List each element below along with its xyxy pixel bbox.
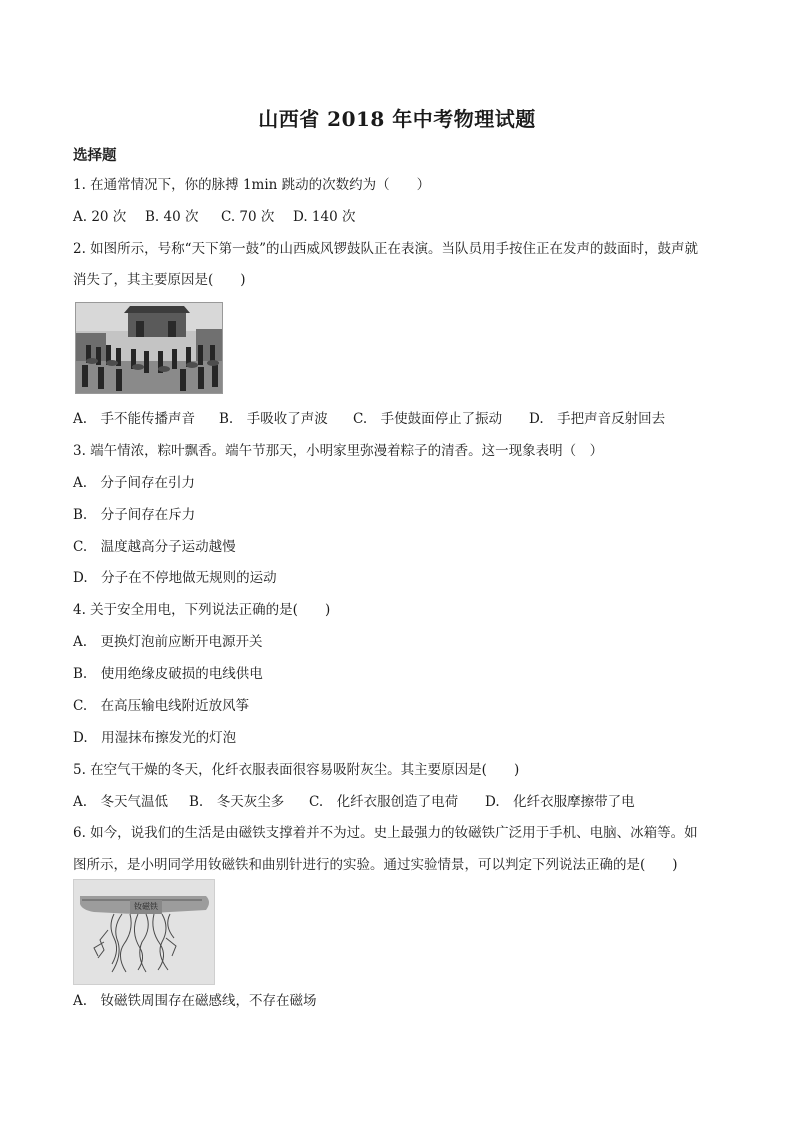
- question-2-option-a: A. 手不能传播声音: [73, 411, 196, 427]
- question-6-option-a: A. 钕磁铁周围存在磁感线，不存在磁场: [73, 993, 317, 1009]
- question-1-option-d: D. 140 次: [293, 209, 356, 225]
- question-1-option-c: C. 70 次: [221, 209, 275, 225]
- drum-performance-photo: [75, 302, 223, 394]
- question-5-option-b: B. 冬天灰尘多: [189, 794, 285, 810]
- question-4-option-b: B. 使用绝缘皮破损的电线供电: [73, 666, 263, 682]
- question-5-option-a: A. 冬天气温低: [73, 794, 169, 810]
- magnet-experiment-photo: [73, 879, 215, 985]
- question-2-stem-line-2: 消失了，其主要原因是( ): [73, 272, 246, 288]
- question-3-option-d: D. 分子在不停地做无规则的运动: [73, 570, 277, 586]
- question-3-stem: 3. 端午情浓，粽叶飘香。端午节那天，小明家里弥漫着粽子的清香。这一现象表明（ ）: [73, 443, 604, 459]
- magnet-paperclip-image: [74, 880, 214, 984]
- question-5-option-c: C. 化纤衣服创造了电荷: [309, 794, 459, 810]
- question-5-options: [73, 793, 635, 811]
- section-heading: 选择题: [73, 147, 117, 164]
- question-1-option-b: B. 40 次: [145, 209, 199, 225]
- question-4-option-c: C. 在高压输电线附近放风筝: [73, 698, 250, 714]
- question-2-option-b: B. 手吸收了声波: [219, 411, 328, 427]
- question-4-stem: 4. 关于安全用电，下列说法正确的是( ): [73, 602, 331, 618]
- question-1-option-a: A. 20 次: [73, 209, 127, 225]
- question-3-option-a: A. 分子间存在引力: [73, 475, 196, 491]
- question-5-option-d: D. 化纤衣服摩擦带了电: [485, 794, 635, 810]
- question-2-options: [73, 410, 665, 428]
- question-3-option-b: B. 分子间存在斥力: [73, 507, 196, 523]
- question-1-stem: 1. 在通常情况下，你的脉搏 1min 跳动的次数约为（ ）: [73, 177, 431, 193]
- question-1-options: [73, 208, 355, 226]
- question-2-option-d: D. 手把声音反射回去: [529, 411, 666, 427]
- question-4-option-d: D. 用湿抹布擦发光的灯泡: [73, 730, 237, 746]
- question-3-option-c: C. 温度越高分子运动越慢: [73, 539, 236, 555]
- question-4-option-a: A. 更换灯泡前应断开电源开关: [73, 634, 263, 650]
- magnet-label: 钕磁铁: [134, 902, 158, 911]
- drum-performance-image: [76, 303, 222, 393]
- question-5-stem: 5. 在空气干燥的冬天，化纤衣服表面很容易吸附灰尘。其主要原因是( ): [73, 762, 520, 778]
- question-2-option-c: C. 手使鼓面停止了振动: [353, 411, 503, 427]
- page-title: 山西省 2018 年中考物理试题: [258, 107, 536, 131]
- question-2-stem-line-1: 2. 如图所示，号称“天下第一鼓”的山西威风锣鼓队正在表演。当队员用手按住正在发声的鼓面时，鼓声就: [73, 241, 698, 257]
- question-6-stem-line-2: 图所示，是小明同学用钕磁铁和曲别针进行的实验。通过实验情景，可以判定下列说法正确的是( ): [73, 857, 678, 873]
- question-6-stem-line-1: 6. 如今，说我们的生活是由磁铁支撑着并不为过。史上最强力的钕磁铁广泛用于手机、电脑、冰箱等。如: [73, 825, 698, 841]
